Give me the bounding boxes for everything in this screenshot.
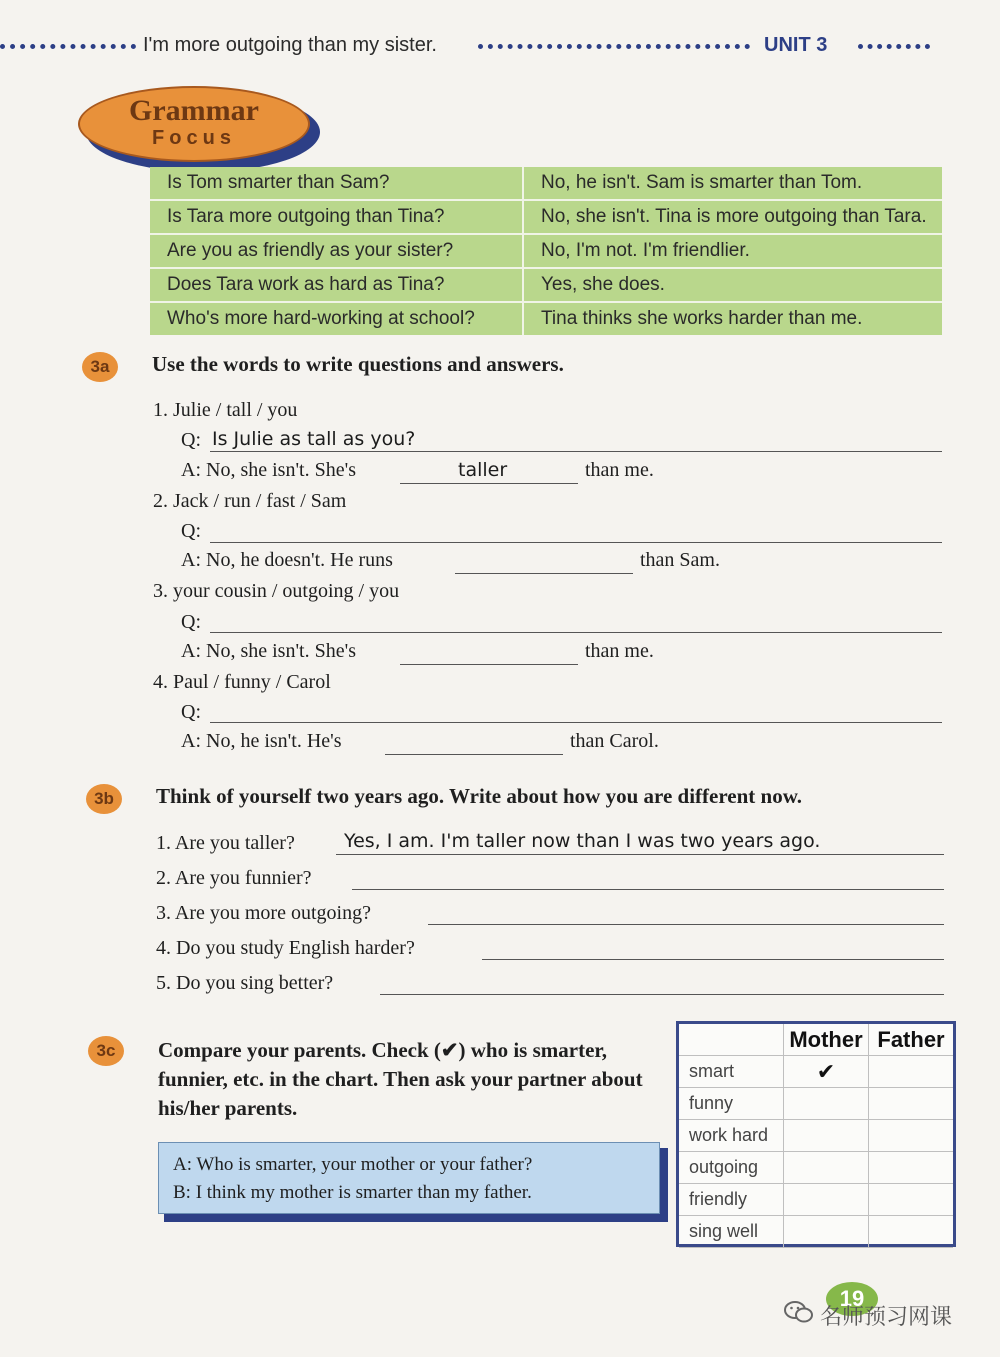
trait-label: outgoing (679, 1152, 784, 1184)
grammar-question: Is Tom smarter than Sam? (150, 167, 523, 200)
answer-blank[interactable] (385, 754, 563, 755)
trait-label: funny (679, 1088, 784, 1120)
father-check-cell[interactable] (869, 1184, 954, 1216)
dialog-line-a: A: Who is smarter, your mother or your father? (173, 1154, 533, 1175)
father-check-cell[interactable] (869, 1120, 954, 1152)
answer-text-after: than me. (585, 640, 654, 662)
exercise-prompt: 3. your cousin / outgoing / you (153, 580, 400, 602)
unit-label: UNIT 3 (764, 34, 828, 56)
question-line[interactable] (210, 451, 942, 452)
grammar-answer: No, she isn't. Tina is more outgoing than Tara. (523, 200, 942, 234)
handwritten-answer: Yes, I am. I'm taller now than I was two years ago. (344, 830, 821, 852)
section-3b-instruction: Think of yourself two years ago. Write about how you are different now. (156, 784, 802, 808)
question-text: 4. Do you study English harder? (156, 937, 415, 959)
answer-line[interactable] (428, 924, 944, 925)
father-check-cell[interactable] (869, 1056, 954, 1088)
father-check-cell[interactable] (869, 1152, 954, 1184)
grammar-answer: Tina thinks she works harder than me. (523, 302, 942, 335)
answer-line[interactable] (336, 854, 944, 855)
header-blank (679, 1024, 784, 1056)
parents-comparison-chart (676, 1021, 956, 1247)
grammar-question: Are you as friendly as your sister? (150, 234, 523, 268)
grammar-question: Who's more hard-working at school? (150, 302, 523, 335)
table-row (679, 1088, 953, 1120)
grammar-focus-badge (78, 86, 310, 162)
table-row (150, 302, 942, 335)
wechat-icon (784, 1300, 814, 1324)
question-line[interactable] (210, 722, 942, 723)
grammar-table (150, 167, 942, 335)
badge-subtitle: Focus (152, 127, 236, 149)
question-text: 5. Do you sing better? (156, 972, 334, 994)
trait-label: friendly (679, 1184, 784, 1216)
question-line[interactable] (210, 542, 942, 543)
lesson-title: I'm more outgoing than my sister. (143, 34, 437, 56)
trait-label: smart (679, 1056, 784, 1088)
father-check-cell[interactable] (869, 1216, 954, 1248)
grammar-answer: Yes, she does. (523, 268, 942, 302)
table-row (679, 1184, 953, 1216)
sample-dialog (158, 1142, 660, 1214)
answer-text-after: than me. (585, 459, 654, 481)
trait-label: work hard (679, 1120, 784, 1152)
answer-text-before: A: No, she isn't. She's (181, 640, 356, 662)
mother-check-cell[interactable] (784, 1152, 869, 1184)
grammar-answer: No, I'm not. I'm friendlier. (523, 234, 942, 268)
table-row (679, 1120, 953, 1152)
grammar-question: Does Tara work as hard as Tina? (150, 268, 523, 302)
mother-check-cell[interactable]: ✔ (784, 1056, 869, 1088)
answer-blank[interactable] (455, 573, 633, 574)
trait-label: sing well (679, 1216, 784, 1248)
header-dots-right (858, 44, 930, 49)
handwritten-answer: Is Julie as tall as you? (212, 428, 416, 450)
answer-text-before: A: No, he isn't. He's (181, 730, 342, 752)
page-number: 19 (826, 1282, 878, 1316)
section-3a-instruction: Use the words to write questions and answers. (152, 352, 564, 376)
badge-title: Grammar (129, 94, 259, 127)
exercise-prompt: 1. Julie / tall / you (153, 399, 298, 421)
header-father: Father (869, 1024, 954, 1056)
mother-check-cell[interactable] (784, 1120, 869, 1152)
section-3c-number: 3c (88, 1036, 124, 1066)
answer-text-before: A: No, she isn't. She's (181, 459, 356, 481)
table-row (679, 1056, 953, 1088)
answer-text-before: A: No, he doesn't. He runs (181, 549, 393, 571)
header-dots-left (0, 44, 136, 49)
mother-check-cell[interactable] (784, 1216, 869, 1248)
section-3a-number: 3a (82, 352, 118, 382)
grammar-answer: No, he isn't. Sam is smarter than Tom. (541, 172, 863, 193)
answer-line[interactable] (352, 889, 944, 890)
answer-line[interactable] (482, 959, 944, 960)
table-row (150, 234, 942, 268)
table-row (679, 1216, 953, 1248)
exercise-prompt: 4. Paul / funny / Carol (153, 671, 331, 693)
question-label: Q: (181, 429, 201, 451)
watermark-text: 名师预习网课 (820, 1305, 953, 1330)
question-label: Q: (181, 701, 201, 723)
mother-check-cell[interactable] (784, 1184, 869, 1216)
question-text: 1. Are you taller? (156, 832, 295, 854)
question-line[interactable] (210, 632, 942, 633)
answer-line[interactable] (380, 994, 944, 995)
question-label: Q: (181, 611, 201, 633)
dialog-line-b: B: I think my mother is smarter than my father. (173, 1182, 532, 1203)
mother-check-cell[interactable] (784, 1088, 869, 1120)
answer-blank[interactable] (400, 664, 578, 665)
question-text: 3. Are you more outgoing? (156, 902, 371, 924)
section-3b-number: 3b (86, 784, 122, 814)
question-text: 2. Are you funnier? (156, 867, 312, 889)
table-row (679, 1152, 953, 1184)
question-label: Q: (181, 520, 201, 542)
exercise-prompt: 2. Jack / run / fast / Sam (153, 490, 347, 512)
header-dots-middle (478, 44, 750, 49)
answer-text-after: than Carol. (570, 730, 659, 752)
table-header-row (679, 1024, 953, 1056)
grammar-question: Is Tara more outgoing than Tina? (150, 200, 523, 234)
comparison-table (679, 1024, 953, 1248)
header-mother: Mother (784, 1024, 869, 1056)
answer-text-after: than Sam. (640, 549, 720, 571)
table-row (150, 167, 942, 200)
table-row (150, 200, 942, 234)
table-row (150, 268, 942, 302)
answer-blank[interactable] (400, 483, 578, 484)
father-check-cell[interactable] (869, 1088, 954, 1120)
section-3c-instruction: Compare your parents. Check (✔) who is smarter, funnier, etc. in the chart. Then ask your partner about his/her parents. (158, 1038, 643, 1120)
handwritten-fill: taller (458, 459, 508, 481)
